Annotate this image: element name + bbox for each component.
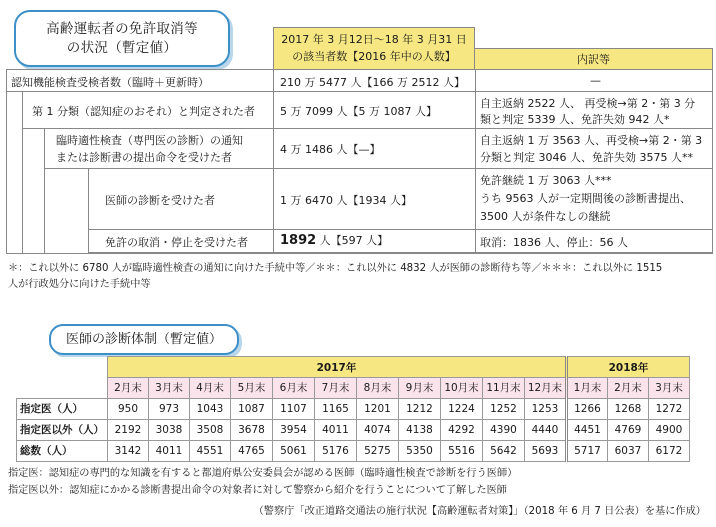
- table-row: [17, 398, 690, 419]
- table-cell: 4451: [567, 419, 608, 440]
- table-cell: 1212: [399, 398, 441, 419]
- row-divider: [88, 229, 713, 230]
- year-2018: 2018年: [567, 357, 690, 378]
- table-cell: 1252: [483, 398, 525, 419]
- note-non-designated: 指定医以外：認知症にかかる診断書提出命令の対象者に対して警察から紹介を行うことについて了解した医師: [8, 485, 507, 496]
- table-row: [17, 440, 690, 461]
- month-header: 7月末: [315, 378, 357, 399]
- table-cell: 1266: [567, 398, 608, 419]
- table-cell: 6037: [608, 440, 649, 461]
- row-divider: [6, 253, 713, 254]
- table-cell: 3678: [231, 419, 273, 440]
- row2-label: 第 1 分類（認知症のおそれ）と判定された者: [32, 105, 255, 118]
- table-cell: 4440: [525, 419, 567, 440]
- row-divider: [44, 168, 713, 169]
- row-divider: [88, 252, 713, 253]
- table-cell: 4769: [608, 419, 649, 440]
- table-cell: 1107: [273, 398, 315, 419]
- row2-detail-line1: 自主返納 2522 人、 再受検→第 2・第 3 分: [480, 97, 696, 110]
- header-period: [273, 27, 475, 69]
- row5-label: 免許の取消・停止を受けた者: [105, 236, 248, 249]
- month-header: 10月末: [441, 378, 483, 399]
- row3-detail-line2: 分類と判定 3046 人、免許失効 3575 人**: [480, 151, 693, 164]
- table-cell: 2192: [108, 419, 149, 440]
- month-header: 3月末: [149, 378, 190, 399]
- row4-detail-line1: 免許継続 1 万 3063 人***: [480, 174, 612, 187]
- table-cell: 950: [108, 398, 149, 419]
- row-divider: [22, 128, 713, 129]
- table-cell: 4765: [231, 440, 273, 461]
- table-cell: 3038: [149, 419, 190, 440]
- table-cell: 1224: [441, 398, 483, 419]
- row4-label: 医師の診断を受けた者: [105, 194, 215, 207]
- note-designated: 指定医：認知症の専門的な知識を有すると都道府県公安委員会が認める医師（臨時適性検査で診断を行う医師）: [8, 468, 518, 479]
- month-header: 8月末: [357, 378, 399, 399]
- table-border: [6, 69, 7, 253]
- table-row: [17, 419, 690, 440]
- table-cell: 5717: [567, 440, 608, 461]
- table-cell: 5350: [399, 440, 441, 461]
- table-cell: 3142: [108, 440, 149, 461]
- row5-detail: 取消：1836 人、停止：56 人: [480, 236, 628, 249]
- table-cell: 1043: [190, 398, 231, 419]
- table-border: [88, 168, 89, 253]
- table-cell: 5061: [273, 440, 315, 461]
- table-cell: 973: [149, 398, 190, 419]
- table-cell: 4390: [483, 419, 525, 440]
- table-cell: 4551: [190, 440, 231, 461]
- month-header: 12月末: [525, 378, 567, 399]
- row3-label-line2: または診断書の提出命令を受けた者: [56, 151, 232, 164]
- table-cell: 4074: [357, 419, 399, 440]
- month-header: 3月末: [649, 378, 690, 399]
- row4-value: 1 万 6470 人【1934 人】: [280, 194, 412, 207]
- table-border: [44, 128, 45, 253]
- section1-title-line2: の状況（暫定値）: [66, 39, 178, 56]
- row2-value: 5 万 7099 人【5 万 1087 人】: [280, 105, 437, 118]
- table-cell: 5516: [441, 440, 483, 461]
- source-note: （警察庁「改正道路交通法の施行状況【高齢運転者対策】」（2018 年 6 月 7 日公表）を基に作成）: [253, 506, 706, 517]
- table-cell: 5693: [525, 440, 567, 461]
- table-cell: 4138: [399, 419, 441, 440]
- section1-title: [14, 10, 230, 67]
- header-period-line2: の該当者数【2016 年中の人数】: [292, 50, 456, 63]
- month-header: 1月末: [567, 378, 608, 399]
- month-header: 11月末: [483, 378, 525, 399]
- row1-value: 210 万 5477 人【166 万 2512 人】: [280, 76, 465, 89]
- month-header: 6月末: [273, 378, 315, 399]
- footnote-line1: ＊：これ以外に 6780 人が臨時適性検査の通知に向けた手続中等／＊＊：これ以外に 4832 人が医師の診断待ち等／＊＊＊：これ以外に 1515: [8, 263, 663, 274]
- table-cell: 3954: [273, 419, 315, 440]
- row1-label: 認知機能検査受検者数（臨時＋更新時）: [11, 76, 209, 89]
- table-cell: 4011: [149, 440, 190, 461]
- table-border: [273, 69, 274, 253]
- stats-table: [16, 356, 690, 462]
- table-cell: 1268: [608, 398, 649, 419]
- row5-value-bold: 1892: [280, 233, 317, 248]
- table-cell: 1165: [315, 398, 357, 419]
- corner-cell: [17, 357, 108, 378]
- table-cell: 4292: [441, 419, 483, 440]
- row3-detail-line1: 自主返納 1 万 3563 人、再受検→第 2・第 3: [480, 134, 703, 147]
- table-cell: 1253: [525, 398, 567, 419]
- corner-cell: [17, 378, 108, 399]
- row4-detail-line2: うち 9563 人が一定期間後の診断書提出、: [480, 192, 691, 205]
- table-cell: 5176: [315, 440, 357, 461]
- row-divider: [6, 69, 713, 70]
- table-cell: 1087: [231, 398, 273, 419]
- table-cell: 1201: [357, 398, 399, 419]
- row3-value: 4 万 1486 人【—】: [280, 143, 381, 156]
- section2-title: 医師の診断体制（暫定値）: [49, 324, 239, 355]
- row1-detail: —: [590, 74, 601, 87]
- month-header: 9月末: [399, 378, 441, 399]
- table-cell: 4900: [649, 419, 690, 440]
- table-cell: 5642: [483, 440, 525, 461]
- table-border: [712, 69, 713, 253]
- year-2017: 2017年: [108, 357, 567, 378]
- row-header-non-designated: 指定医以外（人）: [17, 419, 108, 440]
- table-cell: 1272: [649, 398, 690, 419]
- header-detail: 内訳等: [475, 48, 713, 69]
- table-cell: 3508: [190, 419, 231, 440]
- table-border: [475, 69, 476, 253]
- table-cell: 5275: [357, 440, 399, 461]
- footnote-line2: 人が行政処分に向けた手続中等: [8, 279, 151, 290]
- header-period-line1: 2017 年 3 月12日〜18 年 3 月31 日: [281, 33, 467, 46]
- table-cell: 4011: [315, 419, 357, 440]
- month-header: 2月末: [608, 378, 649, 399]
- row4-detail-line3: 3500 人が条件なしの継続: [480, 210, 611, 223]
- row3-label-line1: 臨時適性検査（専門医の診断）の通知: [56, 134, 243, 147]
- row5-value-rest: 人【597 人】: [316, 234, 389, 247]
- row-divider: [6, 91, 713, 92]
- table-cell: 6172: [649, 440, 690, 461]
- row-header-designated: 指定医（人）: [17, 398, 108, 419]
- row-header-total: 総数（人）: [17, 440, 108, 461]
- row2-detail-line2: 類と判定 5339 人、免許失効 942 人*: [480, 113, 670, 126]
- month-header: 4月末: [190, 378, 231, 399]
- month-header: 5月末: [231, 378, 273, 399]
- month-header: 2月末: [108, 378, 149, 399]
- row5-value: [280, 232, 388, 248]
- table-border: [22, 91, 23, 253]
- section1-title-line1: 高齢運転者の免許取消等: [46, 20, 198, 37]
